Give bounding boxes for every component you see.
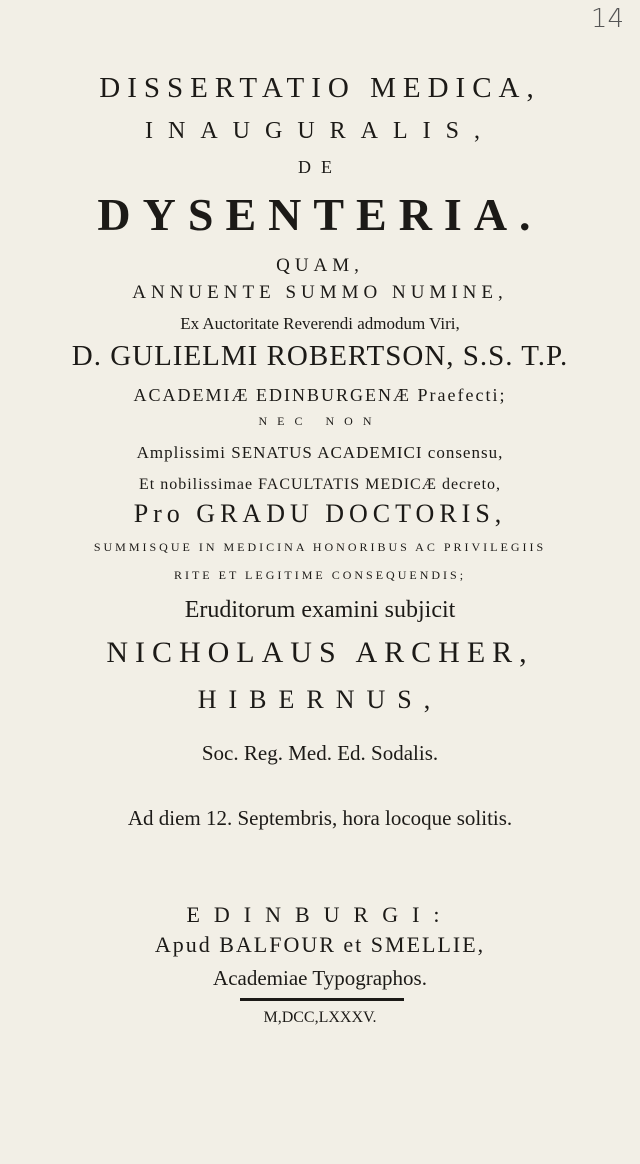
title-line-inauguralis: INAUGURALIS, xyxy=(145,118,495,144)
title-line-dissertatio: DISSERTATIO MEDICA, xyxy=(99,72,541,104)
nec-non-line: NEC NON xyxy=(258,414,382,428)
imprint-date: M,DCC,LXXXV. xyxy=(263,1009,377,1026)
imprint-rule xyxy=(240,998,404,1001)
imprint-typographos: Academiae Typographos. xyxy=(213,966,427,990)
quam-line: QUAM, xyxy=(276,255,364,276)
robertson-line: D. GULIELMI ROBERTSON, S.S. T.P. xyxy=(71,340,569,372)
imprint-printers: Apud BALFOUR et SMELLIE, xyxy=(154,932,486,957)
imprint-city: EDINBURGI: xyxy=(186,902,454,927)
senatus-line: Amplissimi SENATUS ACADEMICI consensu, xyxy=(136,443,504,462)
ex-auctoritate-line: Ex Auctoritate Reverendi admodum Viri, xyxy=(180,314,460,333)
title-line-de: DE xyxy=(298,157,342,177)
eruditorum-line: Eruditorum examini subjicit xyxy=(184,597,456,623)
folio-number: 14 xyxy=(590,4,624,34)
title-line-dysenteria: DYSENTERIA. xyxy=(97,189,543,240)
annuente-line: ANNUENTE SUMMO NUMINE, xyxy=(132,282,508,303)
consequendis-line: RITE ET LEGITIME CONSEQUENDIS; xyxy=(173,568,467,582)
author-name: NICHOLAUS ARCHER, xyxy=(106,636,534,669)
date-line: Ad diem 12. Septembris, hora locoque solitis. xyxy=(127,806,513,830)
hibernus-line: HIBERNUS, xyxy=(197,685,443,714)
academiae-line: ACADEMIÆ EDINBURGENÆ Praefecti; xyxy=(133,385,507,405)
facultatis-line: Et nobilissimae FACULTATIS MEDICÆ decreto, xyxy=(138,476,502,493)
honoribus-line: SUMMISQUE IN MEDICINA HONORIBUS AC PRIVILEGIIS xyxy=(93,540,547,554)
sodalis-line: Soc. Reg. Med. Ed. Sodalis. xyxy=(201,741,439,765)
pro-gradu-line: Pro GRADU DOCTORIS, xyxy=(133,499,507,528)
